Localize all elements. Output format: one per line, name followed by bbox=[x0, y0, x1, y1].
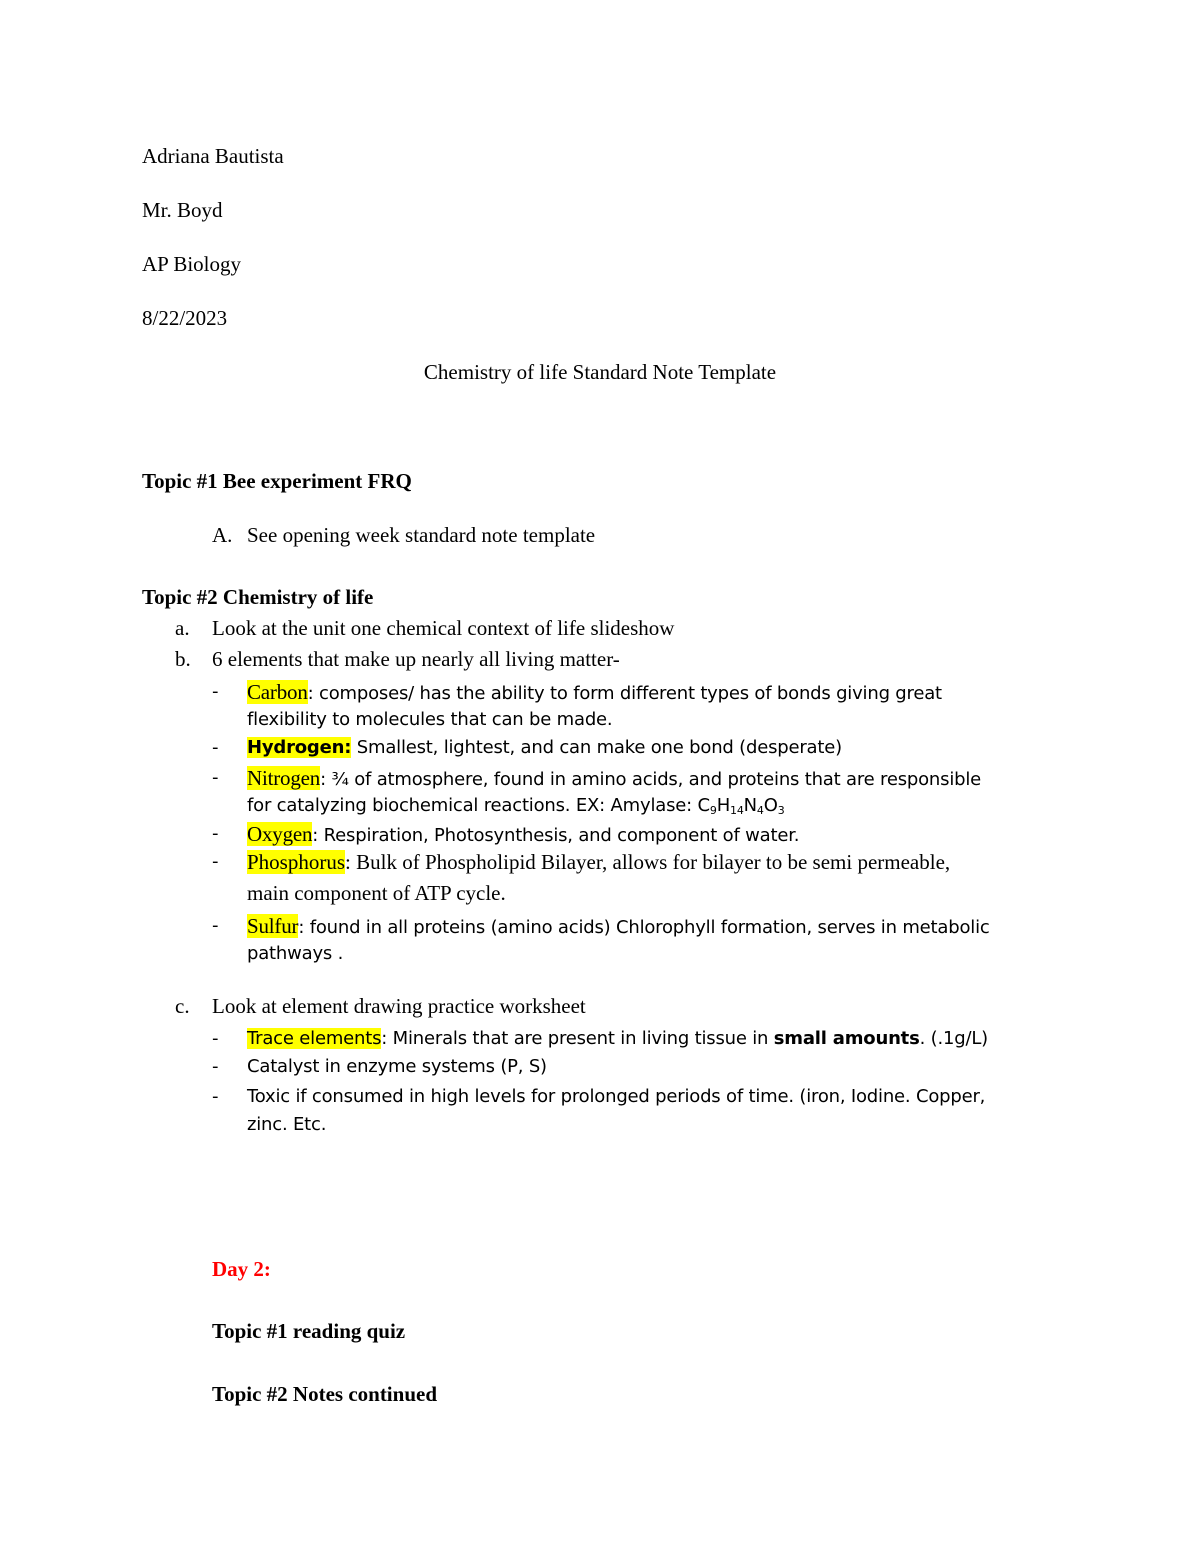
list-item-b: 6 elements that make up nearly all living matter- bbox=[212, 647, 620, 671]
toxic-line: Toxic if consumed in high levels for prolonged periods of time. (iron, Iodine. Copper, bbox=[247, 1086, 986, 1107]
toxic-line-cont: zinc. Etc. bbox=[247, 1114, 327, 1135]
topic1-heading: Topic #1 Bee experiment FRQ bbox=[142, 469, 412, 493]
formula-subscript: 9 bbox=[709, 804, 717, 817]
sulfur-line bbox=[247, 912, 990, 942]
phosphorus-description: : Bulk of Phospholipid Bilayer, allows for bilayer to be semi permeable, bbox=[345, 850, 951, 874]
nitrogen-term: Nitrogen bbox=[247, 766, 321, 790]
oxygen-term: Oxygen bbox=[247, 822, 313, 846]
formula-subscript: 14 bbox=[730, 804, 744, 817]
bullet-dash: - bbox=[212, 681, 219, 702]
bullet-dash: - bbox=[212, 1028, 219, 1049]
carbon-line bbox=[247, 678, 942, 708]
sulfur-description-cont: pathways . bbox=[247, 943, 344, 964]
trace-line bbox=[247, 1025, 988, 1053]
topic1-item-marker: A. bbox=[212, 523, 233, 547]
document-title: Chemistry of life Standard Note Template bbox=[423, 360, 777, 384]
trace-term: Trace elements bbox=[247, 1028, 382, 1049]
course-name: AP Biology bbox=[142, 252, 241, 276]
list-marker-a: a. bbox=[175, 616, 190, 640]
phosphorus-term: Phosphorus bbox=[247, 850, 346, 874]
topic2-heading: Topic #2 Chemistry of life bbox=[142, 585, 374, 609]
carbon-description-cont: flexibility to molecules that can be made. bbox=[247, 709, 613, 730]
nitrogen-description-cont bbox=[247, 792, 785, 820]
hydrogen-description: Smallest, lightest, and can make one bond (desperate) bbox=[351, 737, 842, 758]
document-date: 8/22/2023 bbox=[142, 306, 228, 330]
sulfur-term: Sulfur bbox=[247, 914, 299, 938]
list-item-c: Look at element drawing practice worksheet bbox=[212, 994, 586, 1018]
trace-amount: . (.1g/L) bbox=[919, 1028, 988, 1049]
bullet-dash: - bbox=[212, 1056, 219, 1077]
carbon-description: : composes/ has the ability to form different types of bonds giving great bbox=[307, 683, 942, 704]
oxygen-line bbox=[247, 820, 799, 850]
day2-label: Day 2: bbox=[212, 1257, 271, 1281]
formula-element: N bbox=[743, 795, 757, 816]
formula-subscript: 3 bbox=[777, 804, 785, 817]
bullet-dash: - bbox=[212, 823, 219, 844]
nitrogen-formula-lead: for catalyzing biochemical reactions. EX: Amylase: C bbox=[247, 795, 710, 816]
bullet-dash: - bbox=[212, 767, 219, 788]
phosphorus-description-cont: main component of ATP cycle. bbox=[247, 881, 506, 905]
list-marker-b: b. bbox=[175, 647, 191, 671]
carbon-term: Carbon bbox=[247, 680, 308, 704]
student-name: Adriana Bautista bbox=[142, 144, 284, 168]
teacher-name: Mr. Boyd bbox=[142, 198, 223, 222]
nitrogen-description: : ¾ of atmosphere, found in amino acids, and proteins that are responsible bbox=[320, 769, 982, 790]
trace-description: : Minerals that are present in living tissue in bbox=[381, 1028, 774, 1049]
sulfur-description: : found in all proteins (amino acids) Chlorophyll formation, serves in metabolic bbox=[298, 917, 990, 938]
catalyst-line: Catalyst in enzyme systems (P, S) bbox=[247, 1056, 547, 1077]
hydrogen-term: Hydrogen: bbox=[247, 737, 352, 758]
day2-topic2: Topic #2 Notes continued bbox=[212, 1382, 438, 1406]
hydrogen-line bbox=[247, 734, 842, 762]
nitrogen-line bbox=[247, 764, 981, 794]
bullet-dash: - bbox=[212, 1086, 219, 1107]
formula-element: O bbox=[763, 795, 778, 816]
trace-emphasis: small amounts bbox=[773, 1028, 920, 1049]
formula-element: H bbox=[716, 795, 731, 816]
bullet-dash: - bbox=[212, 851, 219, 872]
day2-topic1: Topic #1 reading quiz bbox=[212, 1319, 406, 1343]
bullet-dash: - bbox=[212, 915, 219, 936]
list-marker-c: c. bbox=[175, 994, 190, 1018]
formula-subscript: 4 bbox=[756, 804, 764, 817]
bullet-dash: - bbox=[212, 737, 219, 758]
oxygen-description: : Respiration, Photosynthesis, and component of water. bbox=[312, 825, 800, 846]
list-item-a: Look at the unit one chemical context of life slideshow bbox=[212, 616, 675, 640]
topic1-item-text: See opening week standard note template bbox=[247, 523, 596, 547]
phosphorus-line bbox=[247, 848, 950, 876]
